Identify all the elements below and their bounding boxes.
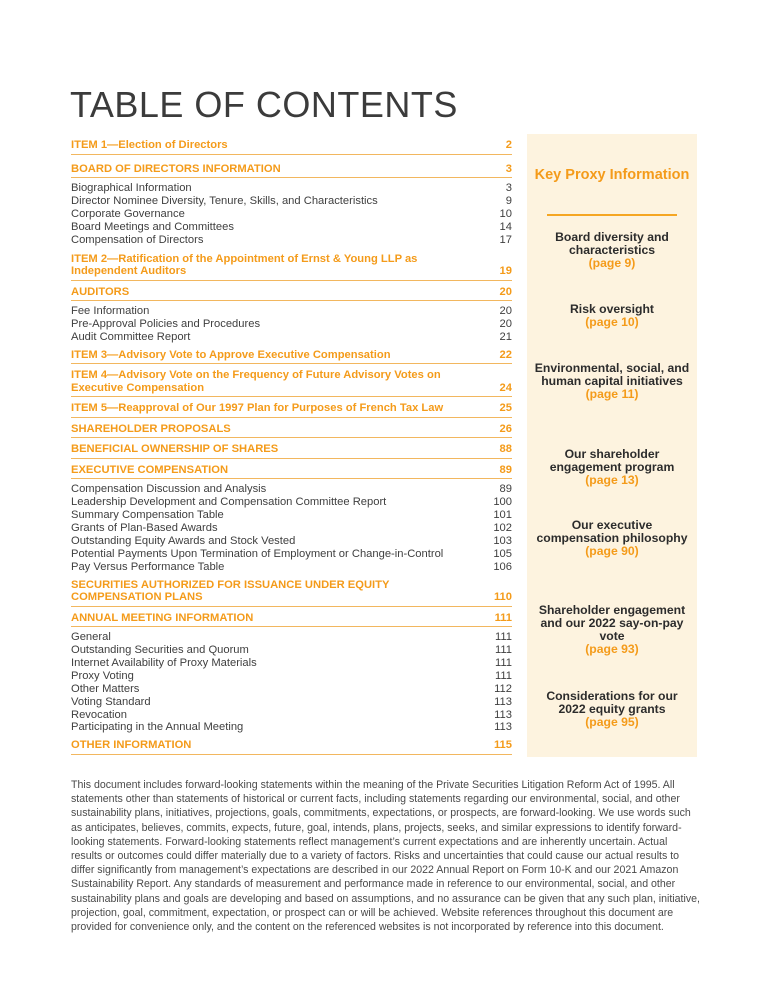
toc-subitem-title: Board Meetings and Committees [71, 220, 234, 233]
key-proxy-item-page: (page 9) [588, 256, 636, 270]
toc-section-title: OTHER INFORMATION [71, 739, 192, 752]
toc-subitem-title: Pay Versus Performance Table [71, 560, 225, 573]
key-proxy-item-text: Board diversity and characteristics [555, 230, 669, 257]
toc-subitem-link[interactable] [71, 696, 512, 709]
toc-subitem-link[interactable] [71, 208, 512, 221]
toc-subitem-link[interactable] [71, 548, 512, 561]
toc-section-link[interactable] [71, 739, 512, 755]
forward-looking-disclaimer: This document includes forward-looking statements within the meaning of the Private Securities Litigation Reform Act of 1995. All statements other than statements of historical or current facts, including statements regarding our environmental, social, and other sustainability plans, initiatives, projections, goals, commitments, expectations, or prospects, are forward-looking. We use words such as anticipates, believes, commits, expects, future, goal, intends, plans, projects, seeks, and similar expressions to identify forward-looking statements. Forward-looking statements reflect management’s current expectations and are inherently uncertain. Actual results or outcomes could differ materially due to a variety of factors. Risks and uncertainties that could cause our actual results to differ significantly from management’s expectations are described in our 2022 Annual Report on Form 10-K and our 2021 Amazon Sustainability Report. Any standards of measurement and performance made in reference to our environmental, social, and other sustainability plans and goals are developing and based on assumptions, and no assurance can be given that any such plan, initiative, projection, goal, commitment, expectation, or prospect can or will be achieved. Website references throughout this document are provided for convenience only, and the content on the referenced websites is not incorporated by reference into this document. [71, 779, 700, 934]
toc-section-link[interactable] [71, 443, 512, 459]
toc-subitem-title: Corporate Governance [71, 207, 185, 220]
toc-subitem-link[interactable] [71, 561, 512, 574]
toc-subitem-title: Internet Availability of Proxy Materials [71, 656, 257, 669]
toc-subitem-title: Compensation of Directors [71, 233, 204, 246]
toc-subitem-page: 3 [505, 182, 512, 194]
key-proxy-item-page: (page 13) [585, 473, 639, 487]
key-proxy-item[interactable] [533, 448, 691, 487]
key-proxy-item-page: (page 95) [585, 715, 639, 729]
toc-subitem-link[interactable] [71, 709, 512, 722]
toc-subitem-page: 103 [493, 534, 512, 547]
toc-subitem-link[interactable] [71, 657, 512, 670]
key-proxy-item-page: (page 93) [585, 642, 639, 656]
toc-subitem-page: 112 [494, 682, 512, 695]
toc-subitem-title: Outstanding Securities and Quorum [71, 644, 249, 656]
toc-section-link[interactable] [71, 579, 512, 607]
toc-section-title: ANNUAL MEETING INFORMATION [71, 611, 254, 624]
toc-subitem-page: 111 [494, 631, 512, 644]
toc-subitem-page: 89 [499, 483, 512, 496]
key-proxy-item[interactable] [533, 690, 691, 729]
toc-subitem-title: Biographical Information [71, 182, 192, 194]
toc-subitem-link[interactable] [71, 483, 512, 496]
toc-section-page: 22 [499, 348, 512, 361]
toc-section-page: 19 [499, 265, 512, 278]
toc-subitem-title: Audit Committee Report [71, 330, 191, 343]
toc-section-page: 2 [505, 139, 512, 151]
toc-subitem-title: Other Matters [71, 682, 140, 695]
toc-section-page: 111 [494, 611, 512, 624]
toc-subitem-link[interactable] [71, 195, 512, 208]
toc-subitem-title: Grants of Plan-Based Awards [71, 521, 218, 534]
key-proxy-item[interactable] [533, 231, 691, 270]
key-proxy-item-page: (page 90) [585, 544, 639, 558]
toc-section-link[interactable] [71, 349, 512, 365]
toc-subitem-page: 106 [493, 560, 512, 573]
toc-subitem-link[interactable] [71, 182, 512, 195]
key-proxy-item[interactable] [533, 519, 691, 558]
toc-subitem-page: 17 [499, 233, 512, 246]
toc-subitem-page: 10 [499, 207, 512, 220]
key-proxy-item[interactable] [533, 362, 691, 401]
toc-section-link[interactable] [71, 423, 512, 439]
toc-section-link[interactable] [71, 139, 512, 155]
toc-section-page: 24 [499, 381, 512, 394]
key-proxy-item-text: Our shareholder engagement program [549, 447, 675, 474]
toc-subitem-link[interactable] [71, 305, 512, 318]
toc-subitem-page: 20 [499, 317, 512, 330]
key-proxy-item[interactable] [533, 604, 691, 656]
toc-subitem-link[interactable] [71, 331, 512, 344]
toc-section-page: 25 [499, 402, 512, 415]
toc-subitem-title: General [71, 631, 111, 644]
toc-subitem-link[interactable] [71, 509, 512, 522]
toc-subitem-page: 101 [493, 509, 512, 522]
toc-section-page: 88 [499, 443, 512, 456]
toc-section-page: 115 [493, 739, 512, 752]
toc-subitem-title: Leadership Development and Compensation Committee Report [71, 496, 387, 509]
toc-subitem-link[interactable] [71, 721, 512, 734]
toc-subitem-title: Fee Information [71, 305, 150, 318]
key-proxy-item-text: Environmental, social, and human capital initiatives [534, 361, 690, 388]
toc-subitem-page: 100 [493, 496, 512, 509]
toc-subitem-link[interactable] [71, 644, 512, 657]
toc-section-link[interactable] [71, 369, 512, 397]
toc-section-title: ITEM 4—Advisory Vote on the Frequency of Future Advisory Votes on Executive Compensation [71, 369, 441, 394]
toc-subitem-link[interactable] [71, 496, 512, 509]
toc-subitem-link[interactable] [71, 631, 512, 644]
toc-subitem-link[interactable] [71, 670, 512, 683]
toc-subitem-title: Pre-Approval Policies and Procedures [71, 317, 261, 330]
toc-section-title: SHAREHOLDER PROPOSALS [71, 422, 231, 435]
toc-subitem-link[interactable] [71, 318, 512, 331]
toc-section-title: AUDITORS [71, 285, 130, 298]
toc-section-link[interactable] [71, 286, 512, 302]
key-proxy-item-text: Considerations for our 2022 equity grants [546, 689, 678, 716]
toc-section-link[interactable] [71, 253, 512, 281]
toc-subitem-title: Compensation Discussion and Analysis [71, 483, 267, 496]
toc-subitem-link[interactable] [71, 535, 512, 548]
toc-subitem-page: 21 [499, 330, 512, 343]
toc-section-title: ITEM 5—Reapproval of Our 1997 Plan for Purposes of French Tax Law [71, 402, 444, 415]
toc-section-page: 20 [499, 285, 512, 298]
toc-section-title: EXECUTIVE COMPENSATION [71, 463, 229, 476]
key-proxy-item-page: (page 10) [585, 315, 639, 329]
toc-section-title: ITEM 1—Election of Directors [71, 139, 228, 151]
toc-subitem-link[interactable] [71, 234, 512, 247]
toc-subitem-title: Revocation [71, 708, 127, 721]
key-proxy-item-text: Risk oversight [570, 302, 654, 316]
key-proxy-item-page: (page 11) [585, 387, 639, 401]
toc-subitem-page: 113 [494, 708, 512, 721]
key-proxy-sidebar [527, 134, 697, 757]
toc-subitem-page: 20 [499, 305, 512, 318]
toc-subitem-page: 9 [505, 194, 512, 207]
toc-section-page: 89 [499, 463, 512, 476]
toc-section-title: ITEM 2—Ratification of the Appointment of Ernst & Young LLP as Independent Auditors [71, 252, 418, 278]
toc-subitem-title: Voting Standard [71, 695, 151, 708]
toc-subitem-page: 105 [493, 547, 512, 560]
toc-section-link[interactable] [71, 402, 512, 418]
toc-subitem-link[interactable] [71, 683, 512, 696]
toc-section-title: SECURITIES AUTHORIZED FOR ISSUANCE UNDER EQUITY COMPENSATION PLANS [71, 578, 390, 604]
table-of-contents [71, 139, 512, 755]
toc-subitem-title: Participating in the Annual Meeting [71, 721, 244, 734]
toc-section-page: 26 [499, 422, 512, 435]
toc-subitem-page: 111 [494, 656, 512, 669]
toc-section-title: BOARD OF DIRECTORS INFORMATION [71, 162, 281, 175]
toc-section-link[interactable] [71, 163, 512, 179]
toc-subitem-page: 102 [493, 521, 512, 534]
toc-subitem-page: 113 [494, 695, 512, 708]
toc-section-link[interactable] [71, 464, 512, 480]
toc-section-title: ITEM 3—Advisory Vote to Approve Executive Compensation [71, 348, 391, 361]
toc-section-link[interactable] [71, 612, 512, 628]
toc-subitem-title: Proxy Voting [71, 669, 134, 682]
sidebar-divider [547, 214, 677, 216]
toc-subitem-title: Director Nominee Diversity, Tenure, Skills, and Characteristics [71, 194, 378, 207]
toc-subitem-page: 111 [494, 669, 512, 682]
toc-subitem-title: Summary Compensation Table [71, 509, 224, 522]
toc-subitem-link[interactable] [71, 221, 512, 234]
toc-section-page: 3 [505, 162, 512, 175]
toc-section-title: BENEFICIAL OWNERSHIP OF SHARES [71, 443, 279, 456]
toc-subitem-page: 111 [494, 644, 512, 656]
key-proxy-item[interactable] [533, 303, 691, 329]
toc-subitem-link[interactable] [71, 522, 512, 535]
toc-subitem-page: 113 [494, 721, 512, 734]
toc-subitem-title: Outstanding Equity Awards and Stock Vested [71, 534, 296, 547]
key-proxy-item-text: Our executive compensation philosophy [536, 518, 688, 545]
sidebar-title: Key Proxy Information [534, 167, 690, 183]
toc-section-page: 110 [493, 591, 512, 604]
toc-subitem-title: Potential Payments Upon Termination of Employment or Change-in-Control [71, 547, 444, 560]
page-title: TABLE OF CONTENTS [70, 84, 458, 125]
toc-subitem-page: 14 [499, 220, 512, 233]
key-proxy-item-text: Shareholder engagement and our 2022 say-on-pay vote [538, 603, 686, 643]
